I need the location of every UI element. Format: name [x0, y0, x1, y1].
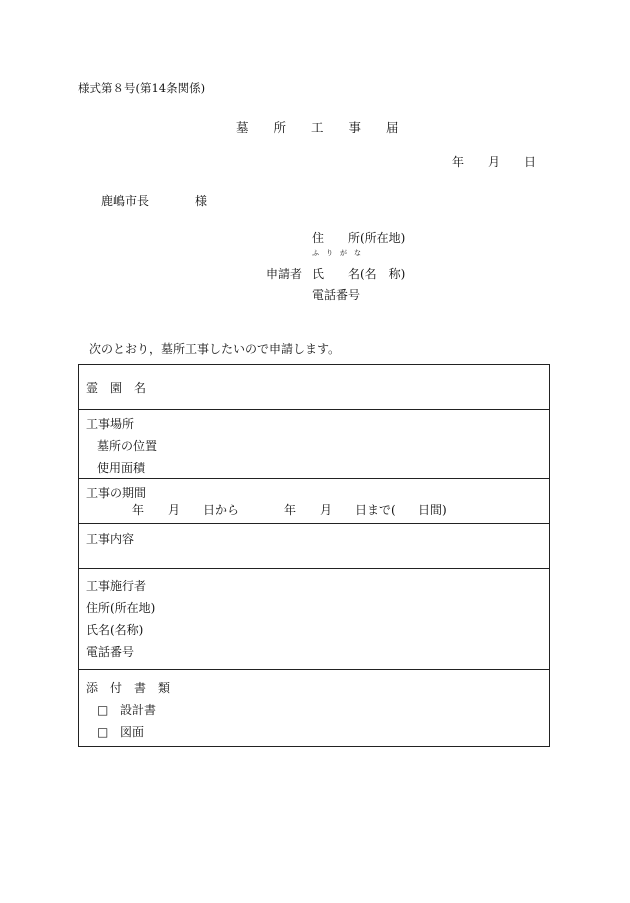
page-title: 墓 所 工 事 届: [236, 120, 399, 135]
period-month-end: 月: [320, 503, 333, 517]
plot-position-label: 墓所の位置: [97, 439, 158, 453]
area-used-label: 使用面積: [97, 461, 146, 475]
intro-text: 次のとおり，墓所工事したいので申請します。: [89, 342, 341, 356]
cemetery-name-label: 霊 園 名: [86, 381, 147, 395]
period-days-total: 日間): [418, 503, 447, 517]
contractor-phone-label: 電話番号: [86, 645, 135, 659]
addressee-honorific: 様: [195, 194, 208, 208]
work-content-label: 工事内容: [86, 532, 135, 546]
work-location-heading: 工事場所: [86, 417, 135, 431]
addressee-name: 鹿嶋市長: [101, 194, 150, 208]
checkbox-design-doc[interactable]: □: [97, 703, 109, 717]
period-year-end: 年: [284, 503, 297, 517]
applicant-furigana: ふ り が な: [312, 249, 361, 257]
period-year-start: 年: [132, 503, 145, 517]
attachment-drawing-label: 図面: [120, 725, 145, 739]
row-attachments: [79, 669, 549, 746]
applicant-phone-label: 電話番号: [312, 288, 361, 302]
contractor-address-label: 住所(所在地): [86, 601, 156, 615]
row-cemetery-name: [79, 365, 549, 410]
row-work-content: [79, 523, 549, 569]
row-contractor: [79, 568, 549, 670]
work-period-heading: 工事の期間: [86, 486, 147, 500]
addressee: [101, 195, 207, 207]
date-line: 年 月 日: [452, 155, 537, 169]
period-month-start: 月: [168, 503, 181, 517]
row-work-period: [79, 478, 549, 524]
period-day-until: 日まで(: [355, 503, 396, 517]
period-day-from: 日から: [203, 503, 240, 517]
applicant-address-label: 住 所(所在地): [312, 231, 406, 245]
applicant-name-label: 氏 名(名 称): [312, 267, 406, 281]
form-number: 様式第８号(第14条関係): [78, 81, 206, 95]
contractor-heading: 工事施行者: [86, 579, 147, 593]
row-work-location: [79, 409, 549, 479]
checkbox-drawing[interactable]: □: [97, 725, 109, 739]
attachment-design-doc-label: 設計書: [120, 703, 157, 717]
attachments-heading: 添 付 書 類: [86, 681, 171, 695]
application-table: [78, 364, 550, 747]
applicant-label: 申請者: [266, 267, 303, 281]
contractor-name-label: 氏名(名称): [86, 623, 144, 637]
